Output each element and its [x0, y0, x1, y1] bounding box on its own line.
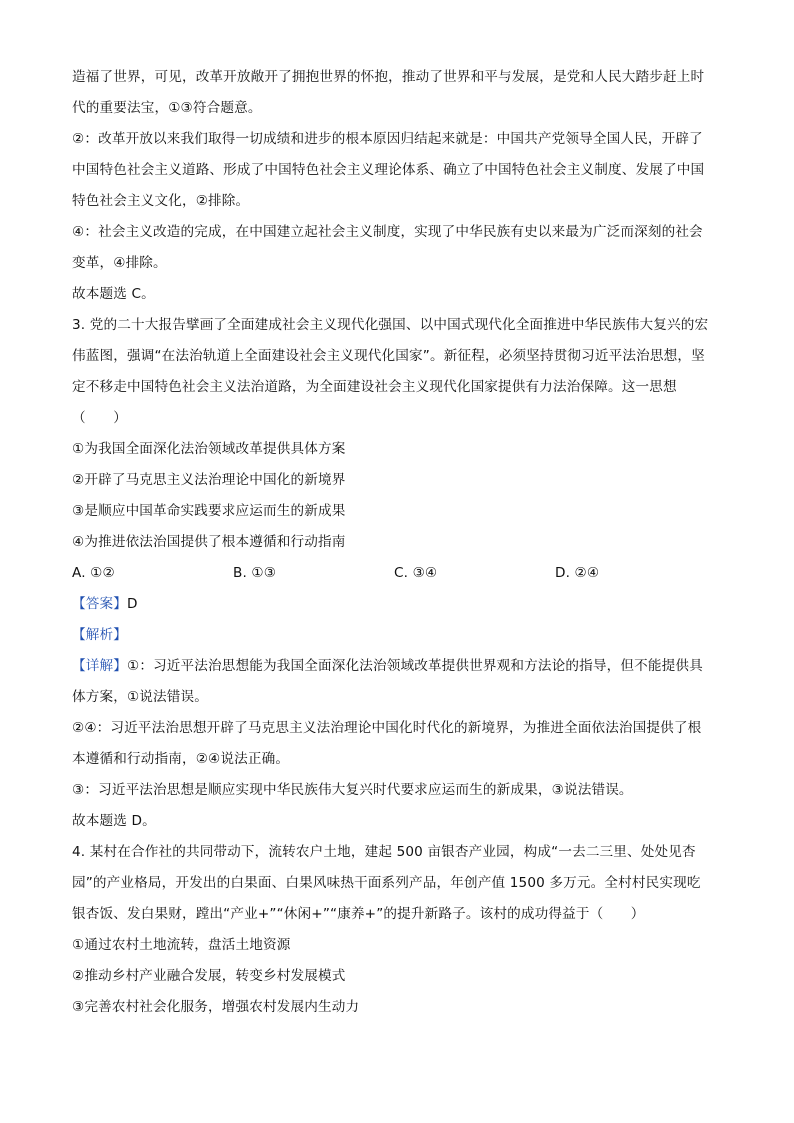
detail-text: ①：习近平法治思想能为我国全面深化法治领域改革提供世界观和方法论的指导，但不能提供具 — [126, 658, 703, 674]
option-a: A. ①② — [72, 565, 115, 581]
text-line: ②：改革开放以来我们取得一切成绩和进步的根本原因归结起来就是：中国共产党领导全国人民，开辟了 — [72, 131, 703, 147]
text-line: 变革，④排除。 — [72, 255, 167, 271]
question-3-options — [72, 558, 724, 589]
question-4-stem: 4. 某村在合作社的共同带动下，流转农户土地，建起 500 亩银杏产业园，构成“一去二三里、处处见杏 — [72, 844, 696, 860]
text-line: ②④：习近平法治思想开辟了马克思主义法治理论中国化时代化的新境界，为推进全面依法治国提供了根 — [72, 720, 702, 736]
text-line: ④：社会主义改造的完成，在中国建立起社会主义制度，实现了中华民族有史以来最为广泛而深刻的社会 — [72, 224, 703, 240]
document-body — [72, 62, 724, 1023]
text-line: ③：习近平法治思想是顺应实现中华民族伟大复兴时代要求应运而生的新成果，③说法错误。 — [72, 782, 633, 798]
option-d: D. ②④ — [555, 565, 600, 581]
answer-line — [72, 589, 724, 620]
detail-line — [72, 651, 724, 682]
question-3-statement: ②开辟了马克思主义法治理论中国化的新境界 — [72, 472, 346, 488]
question-4-stem: 银杏饭、发白果财，蹚出“产业+”“休闲+”“康养+”的提升新路子。该村的成功得益于（ ） — [72, 906, 645, 922]
question-3-stem: 伟蓝图，强调“在法治轨道上全面建设社会主义现代化国家”。新征程，必须坚持贯彻习近平法治思想，坚 — [72, 348, 705, 364]
question-4-stem: 园”的产业格局，开发出的白果面、白果风味热干面系列产品，年创产值 1500 多万元。全村村民实现吃 — [72, 875, 701, 891]
question-4-statement: ②推动乡村产业融合发展，转变乡村发展模式 — [72, 968, 346, 984]
question-3-statement: ④为推进依法治国提供了根本遵循和行动指南 — [72, 534, 346, 550]
option-b: B. ①③ — [233, 565, 277, 581]
detail-tag: 【详解】 — [72, 658, 127, 674]
text-line: 中国特色社会主义道路、形成了中国特色社会主义理论体系、确立了中国特色社会主义制度、发展了中国 — [72, 162, 705, 178]
text-line: 本遵循和行动指南，②④说法正确。 — [72, 751, 290, 767]
question-4-statement: ①通过农村土地流转，盘活土地资源 — [72, 937, 291, 953]
answer-tag: 【答案】 — [72, 596, 127, 612]
text-line: 体方案，①说法错误。 — [72, 689, 209, 705]
conclusion-line: 故本题选 C。 — [72, 286, 155, 302]
analysis-tag: 【解析】 — [72, 627, 127, 643]
answer-value: D — [126, 596, 138, 612]
question-3-statement: ①为我国全面深化法治领域改革提供具体方案 — [72, 441, 346, 457]
question-3-statement: ③是顺应中国革命实践要求应运而生的新成果 — [72, 503, 346, 519]
option-c: C. ③④ — [394, 565, 438, 581]
question-4-statement: ③完善农村社会化服务，增强农村发展内生动力 — [72, 999, 360, 1015]
conclusion-line: 故本题选 D。 — [72, 813, 156, 829]
text-line: 特色社会主义文化，②排除。 — [72, 193, 250, 209]
text-line: 代的重要法宝，①③符合题意。 — [72, 100, 262, 116]
text-line: 造福了世界，可见，改革开放敞开了拥抱世界的怀抱，推动了世界和平与发展，是党和人民大踏步赶上时 — [72, 69, 705, 85]
question-3-stem: 3. 党的二十大报告擘画了全面建成社会主义现代化强国、以中国式现代化全面推进中华民族伟大复兴的宏 — [72, 317, 709, 333]
question-3-stem: 定不移走中国特色社会主义法治道路，为全面建设社会主义现代化国家提供有力法治保障。这一思想 — [72, 379, 677, 395]
analysis-line — [72, 620, 724, 651]
question-3-blank: （ ） — [72, 410, 127, 426]
